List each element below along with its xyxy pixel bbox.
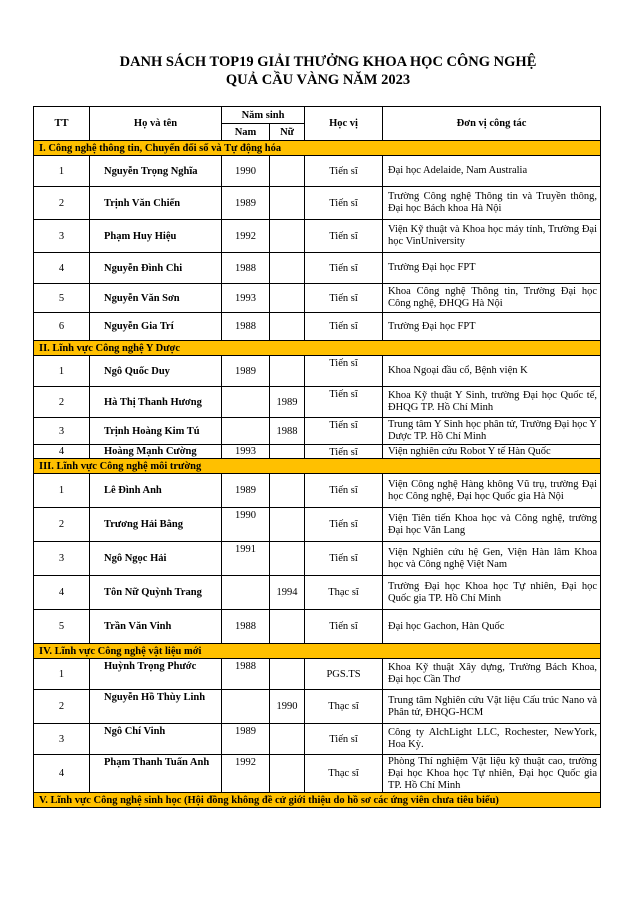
table-row <box>34 187 601 220</box>
cell-female <box>270 610 305 644</box>
table-row <box>34 387 601 418</box>
section-row <box>34 459 601 474</box>
cell-male <box>222 418 270 445</box>
cell-degree: PGS.TS <box>305 659 383 690</box>
cell-name: Nguyễn Đình Chi <box>90 253 222 284</box>
cell-unit: Đại học Gachon, Hàn Quốc <box>383 610 601 644</box>
cell-degree: Tiến sĩ <box>305 356 383 387</box>
cell-tt: 4 <box>34 445 90 459</box>
cell-name: Hoàng Mạnh Cường <box>90 445 222 459</box>
cell-unit: Viện Tiên tiến Khoa học và Công nghệ, trường Đại học Văn Lang <box>383 508 601 542</box>
cell-tt: 4 <box>34 253 90 284</box>
cell-male: 1989 <box>222 356 270 387</box>
cell-degree: Tiến sĩ <box>305 418 383 445</box>
cell-female <box>270 187 305 220</box>
cell-unit: Đại học Adelaide, Nam Australia <box>383 156 601 187</box>
cell-unit: Công ty AlchLight LLC, Rochester, NewYork, Hoa Kỳ. <box>383 724 601 755</box>
cell-name: Ngô Quốc Duy <box>90 356 222 387</box>
cell-female <box>270 508 305 542</box>
section-row <box>34 793 601 808</box>
cell-male: 1988 <box>222 313 270 341</box>
cell-female <box>270 542 305 576</box>
section-row <box>34 341 601 356</box>
cell-male: 1989 <box>222 187 270 220</box>
cell-male: 1991 <box>222 542 270 576</box>
header-birth-year: Năm sinh <box>222 107 305 124</box>
cell-tt: 5 <box>34 284 90 313</box>
table-row <box>34 690 601 724</box>
cell-female <box>270 284 305 313</box>
cell-name: Nguyễn Gia Trí <box>90 313 222 341</box>
cell-female <box>270 445 305 459</box>
cell-female <box>270 724 305 755</box>
document-title-line1: DANH SÁCH TOP19 GIẢI THƯỞNG KHOA HỌC CÔNG NGHỆ <box>119 54 537 70</box>
cell-tt: 5 <box>34 610 90 644</box>
cell-name: Trịnh Hoàng Kim Tú <box>90 418 222 445</box>
table-row <box>34 284 601 313</box>
cell-tt: 3 <box>34 542 90 576</box>
cell-tt: 2 <box>34 508 90 542</box>
table-row <box>34 445 601 459</box>
cell-female <box>270 755 305 793</box>
table-row <box>34 610 601 644</box>
section-row <box>34 644 601 659</box>
header-degree: Học vị <box>305 107 383 141</box>
cell-degree: Tiến sĩ <box>305 220 383 253</box>
cell-tt: 2 <box>34 187 90 220</box>
cell-unit: Viện Nghiên cứu hệ Gen, Viện Hàn lâm Khoa học và Công nghệ Việt Nam <box>383 542 601 576</box>
cell-unit: Viện Kỹ thuật và Khoa học máy tính, Trường Đại học VinUniversity <box>383 220 601 253</box>
cell-unit: Trung tâm Nghiên cứu Vật liệu Cấu trúc Nano và Phân tử, ĐHQG-HCM <box>383 690 601 724</box>
cell-degree: Tiến sĩ <box>305 187 383 220</box>
cell-name: Phạm Thanh Tuấn Anh <box>90 755 222 793</box>
cell-degree: Tiến sĩ <box>305 156 383 187</box>
cell-tt: 2 <box>34 387 90 418</box>
section-title: III. Lĩnh vực Công nghệ môi trường <box>34 459 601 474</box>
cell-male: 1993 <box>222 445 270 459</box>
section-title: V. Lĩnh vực Công nghệ sinh học (Hội đồng không đề cử giới thiệu do hồ sơ các ứng viên chưa tiêu biểu) <box>34 793 601 808</box>
cell-unit: Trường Đại học FPT <box>383 253 601 284</box>
cell-unit: Phòng Thí nghiệm Vật liệu kỹ thuật cao, trường Đại học Khoa học Tự nhiên, Đại học Quốc gia TP. Hồ Chí Minh <box>383 755 601 793</box>
cell-tt: 3 <box>34 220 90 253</box>
cell-unit: Trường Công nghệ Thông tin và Truyền thông, Đại học Bách khoa Hà Nội <box>383 187 601 220</box>
cell-name: Trần Văn Vinh <box>90 610 222 644</box>
cell-name: Lê Đình Anh <box>90 474 222 508</box>
table-row <box>34 659 601 690</box>
cell-male: 1988 <box>222 610 270 644</box>
table-row <box>34 156 601 187</box>
header-name: Họ và tên <box>90 107 222 141</box>
cell-degree: Tiến sĩ <box>305 387 383 418</box>
cell-name: Hà Thị Thanh Hương <box>90 387 222 418</box>
cell-male: 1989 <box>222 724 270 755</box>
cell-unit: Trường Đại học FPT <box>383 313 601 341</box>
cell-tt: 6 <box>34 313 90 341</box>
header-unit: Đơn vị công tác <box>383 107 601 141</box>
cell-male: 1990 <box>222 508 270 542</box>
table-row <box>34 474 601 508</box>
cell-female <box>270 220 305 253</box>
cell-male: 1988 <box>222 253 270 284</box>
cell-tt: 1 <box>34 356 90 387</box>
cell-male <box>222 387 270 418</box>
cell-name: Nguyễn Hồ Thùy Linh <box>90 690 222 724</box>
header-female: Nữ <box>270 124 305 141</box>
cell-degree: Tiến sĩ <box>305 610 383 644</box>
table-row <box>34 418 601 445</box>
cell-male: 1992 <box>222 755 270 793</box>
cell-degree: Tiến sĩ <box>305 542 383 576</box>
cell-male <box>222 690 270 724</box>
cell-unit: Viện nghiên cứu Robot Y tế Hàn Quốc <box>383 445 601 459</box>
table-row <box>34 576 601 610</box>
cell-name: Phạm Huy Hiệu <box>90 220 222 253</box>
cell-female <box>270 313 305 341</box>
cell-tt: 2 <box>34 690 90 724</box>
cell-name: Trịnh Văn Chiến <box>90 187 222 220</box>
table-row <box>34 253 601 284</box>
cell-unit: Trường Đại học Khoa học Tự nhiên, Đại học Quốc gia TP. Hồ Chí Minh <box>383 576 601 610</box>
cell-name: Tôn Nữ Quỳnh Trang <box>90 576 222 610</box>
cell-degree: Thạc sĩ <box>305 690 383 724</box>
cell-name: Nguyễn Trọng Nghĩa <box>90 156 222 187</box>
cell-unit: Khoa Ngoại đầu cổ, Bệnh viện K <box>383 356 601 387</box>
cell-unit: Khoa Công nghệ Thông tin, Trường Đại học Công nghệ, ĐHQG Hà Nội <box>383 284 601 313</box>
cell-unit: Khoa Kỹ thuật Y Sinh, trường Đại học Quốc tế, ĐHQG TP. Hồ Chí Minh <box>383 387 601 418</box>
cell-female <box>270 156 305 187</box>
cell-female <box>270 356 305 387</box>
cell-degree: Tiến sĩ <box>305 284 383 313</box>
cell-name: Huỳnh Trọng Phước <box>90 659 222 690</box>
cell-tt: 3 <box>34 724 90 755</box>
cell-degree: Tiến sĩ <box>305 445 383 459</box>
section-row <box>34 141 601 156</box>
cell-degree: Thạc sĩ <box>305 576 383 610</box>
table-row <box>34 313 601 341</box>
table-row <box>34 542 601 576</box>
section-title: IV. Lĩnh vực Công nghệ vật liệu mới <box>34 644 601 659</box>
cell-degree: Thạc sĩ <box>305 755 383 793</box>
cell-female: 1988 <box>270 418 305 445</box>
cell-female <box>270 474 305 508</box>
table-row <box>34 356 601 387</box>
section-title: II. Lĩnh vực Công nghệ Y Dược <box>34 341 601 356</box>
document-title-line2: QUẢ CẦU VÀNG NĂM 2023 <box>225 72 411 88</box>
cell-male: 1993 <box>222 284 270 313</box>
cell-tt: 1 <box>34 156 90 187</box>
cell-male: 1990 <box>222 156 270 187</box>
awardees-table <box>33 106 601 808</box>
cell-degree: Tiến sĩ <box>305 253 383 284</box>
section-title: I. Công nghệ thông tin, Chuyển đổi số và Tự động hóa <box>34 141 601 156</box>
cell-unit: Khoa Kỹ thuật Xây dựng, Trường Bách Khoa, Đại học Cần Thơ <box>383 659 601 690</box>
cell-male: 1989 <box>222 474 270 508</box>
cell-tt: 4 <box>34 755 90 793</box>
cell-female <box>270 659 305 690</box>
cell-tt: 1 <box>34 659 90 690</box>
cell-name: Ngô Ngọc Hải <box>90 542 222 576</box>
cell-female: 1990 <box>270 690 305 724</box>
header-male: Nam <box>222 124 270 141</box>
cell-name: Nguyễn Văn Sơn <box>90 284 222 313</box>
cell-unit: Trung tâm Y Sinh học phân tử, Trường Đại học Y Dược TP. Hồ Chí Minh <box>383 418 601 445</box>
header-tt: TT <box>34 107 90 141</box>
table-row <box>34 755 601 793</box>
cell-degree: Tiến sĩ <box>305 474 383 508</box>
cell-female: 1994 <box>270 576 305 610</box>
cell-tt: 4 <box>34 576 90 610</box>
cell-male: 1992 <box>222 220 270 253</box>
table-row <box>34 220 601 253</box>
cell-unit: Viện Công nghệ Hàng không Vũ trụ, trường Đại học Công nghệ, Đại học Quốc gia Hà Nội <box>383 474 601 508</box>
table-row <box>34 724 601 755</box>
cell-male: 1988 <box>222 659 270 690</box>
table-row <box>34 508 601 542</box>
cell-male <box>222 576 270 610</box>
cell-name: Trương Hải Bằng <box>90 508 222 542</box>
cell-tt: 3 <box>34 418 90 445</box>
cell-name: Ngô Chí Vinh <box>90 724 222 755</box>
cell-tt: 1 <box>34 474 90 508</box>
cell-degree: Tiến sĩ <box>305 508 383 542</box>
cell-degree: Tiến sĩ <box>305 313 383 341</box>
cell-female <box>270 253 305 284</box>
cell-female: 1989 <box>270 387 305 418</box>
cell-degree: Tiến sĩ <box>305 724 383 755</box>
